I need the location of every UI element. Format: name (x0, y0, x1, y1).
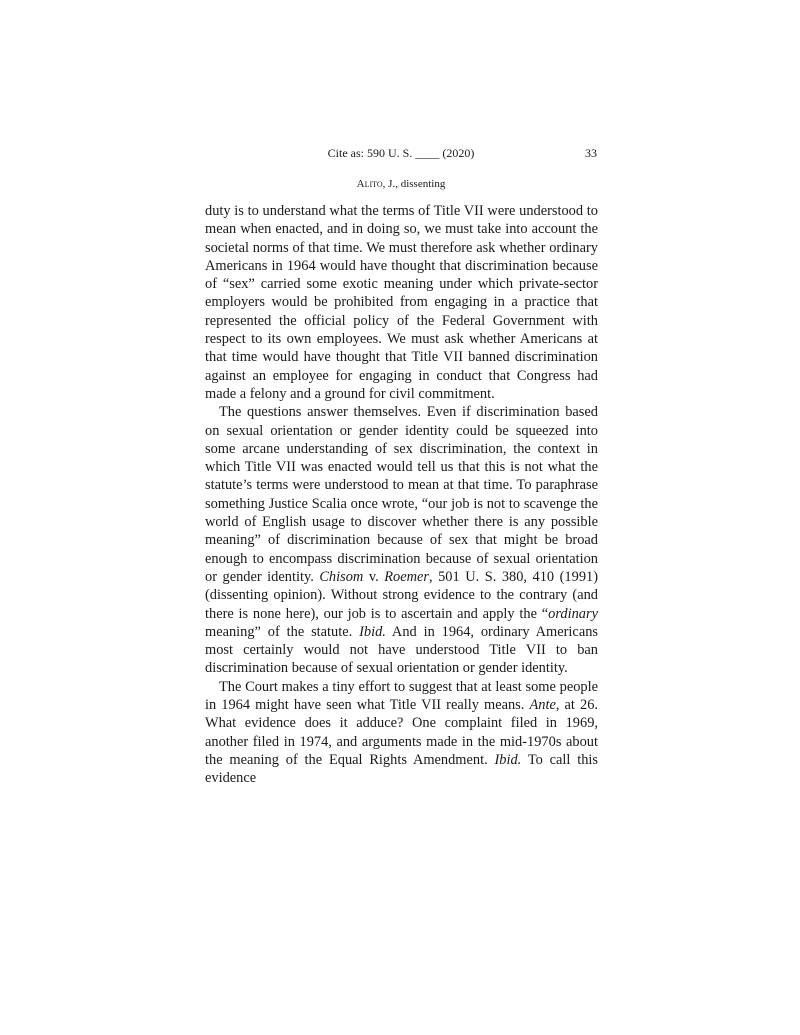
citation-ibid: Ibid. (359, 623, 386, 640)
author-name: Alito (356, 178, 383, 190)
paragraph-3-text-3: To call this evidence (205, 751, 599, 787)
paragraph-2-text-5: And in 1964, ordinary Americans most certainly would not have understood Title VII to ban discrimination because of sexual orientation or gender identity. (205, 623, 598, 677)
running-head (205, 146, 597, 166)
opinion-author-line (205, 178, 597, 190)
citation-line: Cite as: 590 U. S. ____ (2020) (327, 146, 475, 160)
emphasis-ordinary: ordinary (548, 605, 598, 622)
paragraph-3 (205, 678, 598, 788)
opinion-body (205, 202, 598, 788)
paragraph-2-text-4: meaning” of the statute. (205, 623, 360, 640)
paragraph-2-text-2: v. (363, 568, 385, 585)
case-name-roemer: Roemer (384, 568, 429, 585)
paragraph-2-text-3: , 501 U. S. 380, 410 (1991) (dissenting opinion). Without strong evidence to the contrary (and there is none here), our job is to ascertain and apply the “ (205, 568, 599, 622)
paragraph-2-text-1: The questions answer themselves. Even if discrimination based on sexual orientation or gender identity could be squeezed into some arcane understanding of sex discrimination, the context in which Title VII was enacted would tell us that this is not what the statute’s terms were understood to mean at that time. To paraphrase something Justice Scalia once wrote, “our job is not to scavenge the world of English usage to discover whether there is any possible meaning” of discrimination because of sex that might be broad enough to encompass discrimination because of sexual orientation or gender identity. (205, 404, 598, 585)
page-number: 33 (585, 146, 597, 160)
citation-ante: Ante (529, 697, 556, 714)
case-name-chisom: Chisom (319, 568, 364, 585)
citation-ibid: Ibid. (494, 751, 522, 768)
paragraph-2 (205, 403, 598, 677)
author-role: , J., dissenting (382, 178, 446, 190)
paragraph-1: duty is to understand what the terms of Title VII were understood to mean when enacted, and in doing so, we must take into account the societal norms of that time. We must therefore ask whether ordinary Americans in 1964 would have thought that discrimination because of “sex” carried some exotic meaning under which private-sector employers would be prohibited from engaging in a practice that represented the official policy of the Federal Government with respect to its own employees. We must ask whether Americans at that time would have thought that Title VII banned discrimination against an employee for engaging in conduct that Congress had made a felony and a ground for civil commitment. (205, 203, 598, 402)
paragraph-3-text-2: , at 26. What evidence does it adduce? One complaint filed in 1969, another filed in 1974, and arguments made in the mid-1970s about the meaning of the Equal Rights Amendment. (205, 697, 599, 768)
paragraph-3-text-1: The Court makes a tiny effort to suggest that at least some people in 1964 might have seen what Title VII really means. (205, 678, 598, 714)
